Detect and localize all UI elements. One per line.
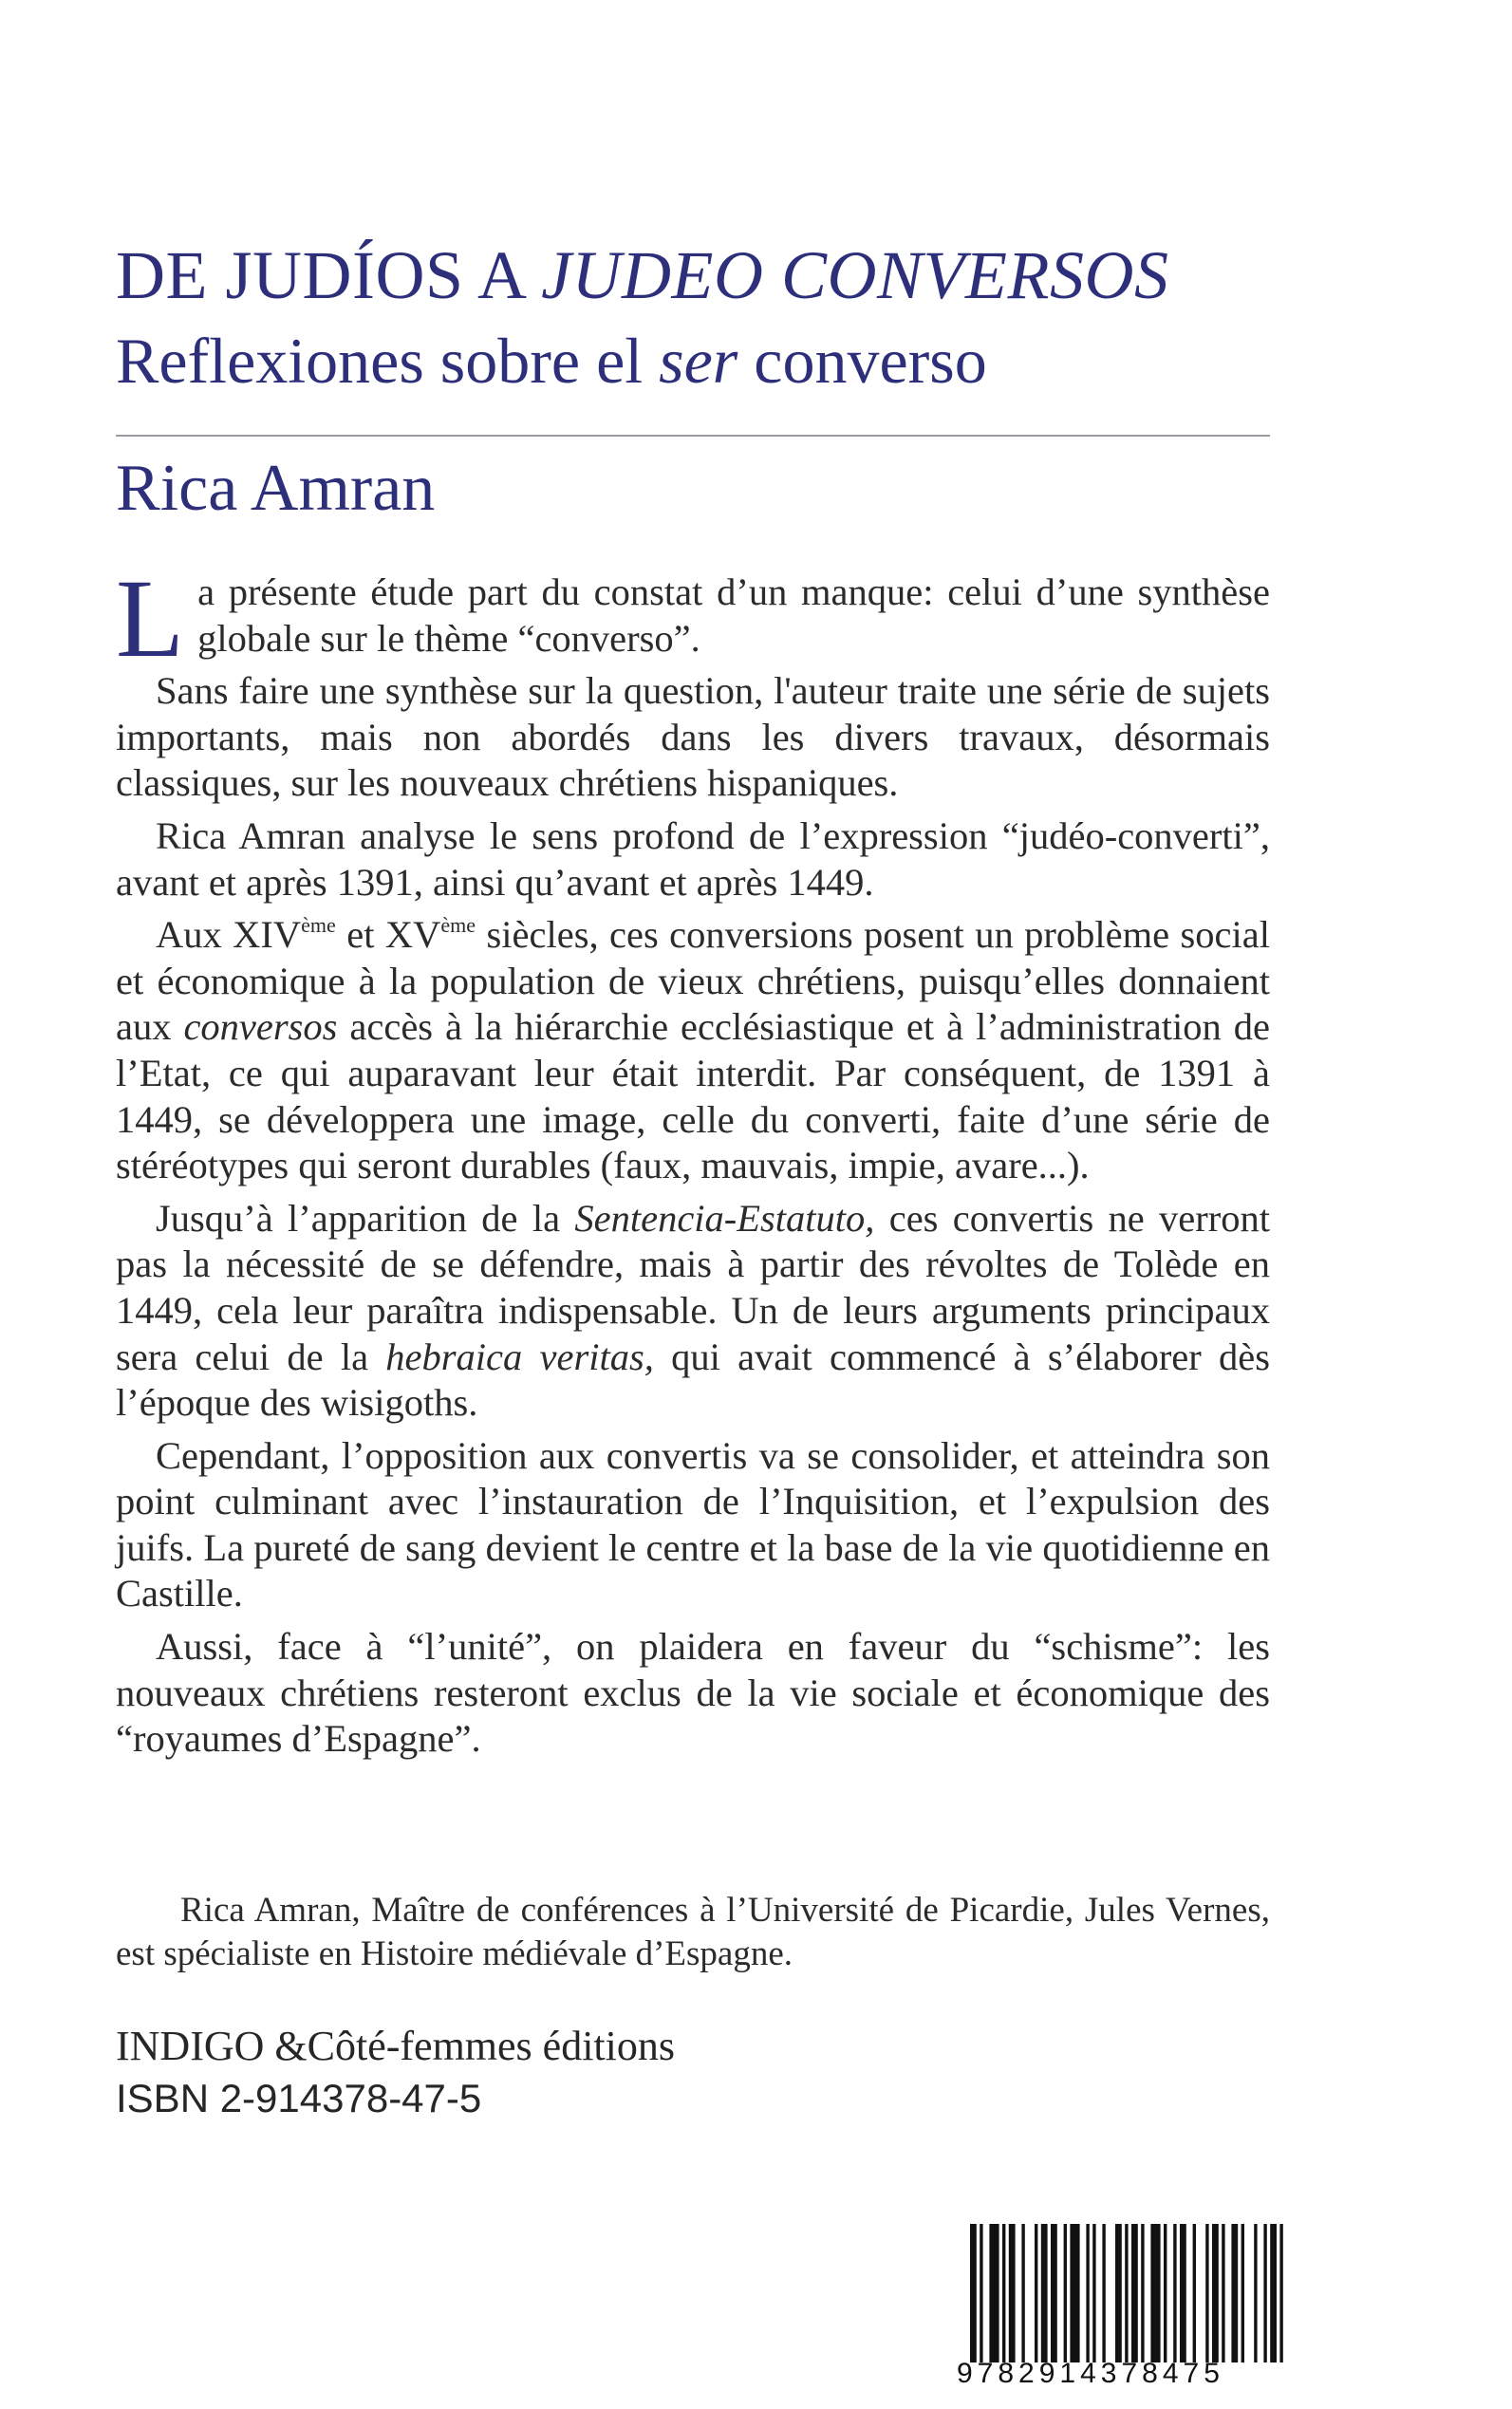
p4-b: et XV (335, 913, 441, 957)
barcode-bar (1064, 2224, 1067, 2362)
barcode (966, 2224, 1289, 2362)
barcode-digits: 9782914378475 (957, 2358, 1224, 2389)
paragraph-6: Cependant, l’opposition aux convertis va se consolider, et atteindra son point culminant avec l’instauration de l’Inquisition, et l’expulsion des juifs. La pureté de sang devient le centre et la base de la vie quotidienne en Castille. (116, 1433, 1270, 1615)
title-block (116, 232, 1270, 402)
p5-italic2: hebraica veritas, (385, 1335, 654, 1378)
p4-sup1: ème (301, 913, 336, 938)
paragraph-1 (116, 556, 1270, 681)
barcode-bar (1115, 2224, 1122, 2362)
p4-c: siècles, ces conversions posent un problème social et économique à la population de vieux chrétiens, puisqu’elles donnaient aux (116, 913, 1270, 1049)
p4-d: accès à la hiérarchie ecclésiastique et à l’administration de l’Etat, ce qui auparavant leur était interdit. Par conséquent, de 1391 à 1449, se développera une image, celle du converti, faite d’une série de stéréotypes qui seront durables (faux, mauvais, impie, avare...). (116, 1005, 1270, 1187)
barcode-bar (1180, 2224, 1186, 2362)
barcode-bar (970, 2224, 977, 2362)
barcode-bar (1270, 2224, 1277, 2362)
barcode-bar (1279, 2224, 1282, 2362)
publisher: INDIGO &Côté-femmes éditions (116, 2023, 675, 2069)
title-divider (116, 435, 1270, 437)
barcode-bar (1241, 2224, 1244, 2362)
paragraph-3: Rica Amran analyse le sens profond de l’expression “judéo-converti”, avant et après 1391, ainsi qu’avant et après 1449. (116, 813, 1270, 904)
subtitle-before: Reflexiones sobre el (116, 325, 660, 397)
barcode-bar (1102, 2224, 1105, 2362)
subtitle-after: converso (737, 325, 987, 397)
barcode-bar (1131, 2224, 1138, 2362)
barcode-bar (1212, 2224, 1219, 2362)
main-title-plain: DE JUDÍOS A (116, 237, 542, 313)
subtitle-italic: ser (659, 325, 738, 397)
barcode-bar (1222, 2224, 1224, 2362)
paragraph-1-text: a présente étude part du constat d’un manque: celui d’une synthèse globale sur le thème “converso”. (197, 570, 1270, 660)
barcode-bar (1041, 2224, 1048, 2362)
author-bio: Rica Amran, Maître de conférences à l’Université de Picardie, Jules Vernes, est spécialiste en Histoire médiévale d’Espagne. (116, 1891, 1270, 1973)
barcode-bar (989, 2224, 999, 2362)
main-title (116, 232, 1270, 319)
barcode-bar (1254, 2224, 1257, 2362)
p5-b: ces convertis ne verront pas la nécessité de se défendre, mais à partir des révoltes de Tolède en 1449, cela leur paraîtra indispensable. Un de leurs arguments principaux sera celui de la (116, 1196, 1270, 1378)
author-name: Rica Amran (116, 452, 436, 525)
barcode-bar (1092, 2224, 1095, 2362)
barcode-bar (1125, 2224, 1128, 2362)
p4-italic: conversos (183, 1005, 338, 1049)
barcode-bar (1009, 2224, 1016, 2362)
barcode-bar (1231, 2224, 1238, 2362)
main-title-italic: JUDEO CONVERSOS (541, 237, 1169, 313)
paragraph-4 (116, 912, 1270, 1189)
paragraph-7: Aussi, face à “l’unité”, on plaidera en faveur du “schisme”: les nouveaux chrétiens resteront exclus de la vie sociale et économique des “royaumes d’Espagne”. (116, 1625, 1270, 1761)
barcode-bar (1086, 2224, 1089, 2362)
drop-cap: L (116, 556, 185, 681)
barcode-bar (1205, 2224, 1208, 2362)
paragraph-5 (116, 1196, 1270, 1427)
barcode-bar (1002, 2224, 1005, 2362)
p5-a: Jusqu’à l’apparition de la (156, 1196, 575, 1240)
p5-italic1: Sentencia-Estatuto, (574, 1196, 875, 1240)
barcode-bar (1193, 2224, 1196, 2362)
p4-sup2: ème (440, 913, 476, 938)
barcode-bar (1173, 2224, 1176, 2362)
barcode-bar (980, 2224, 982, 2362)
barcode-bar (1150, 2224, 1160, 2362)
barcode-bar (1051, 2224, 1057, 2362)
barcode-bar (1070, 2224, 1079, 2362)
barcode-bar (1035, 2224, 1037, 2362)
p4-a: Aux XIV (156, 913, 302, 957)
isbn: ISBN 2-914378-47-5 (116, 2076, 482, 2120)
p5-c: qui avait commencé à s’élaborer dès l’époque des wisigoths. (116, 1335, 1270, 1425)
subtitle (116, 319, 1270, 402)
paragraph-2: Sans faire une synthèse sur la question, l'auteur traite une série de sujets importants, mais non abordés dans les divers travaux, désormais classiques, sur les nouveaux chrétiens hispaniques. (116, 669, 1270, 805)
barcode-bar (1021, 2224, 1024, 2362)
back-cover-text (116, 556, 1270, 1769)
barcode-bar (1164, 2224, 1167, 2362)
barcode-bar (1263, 2224, 1266, 2362)
barcode-bar (1141, 2224, 1144, 2362)
